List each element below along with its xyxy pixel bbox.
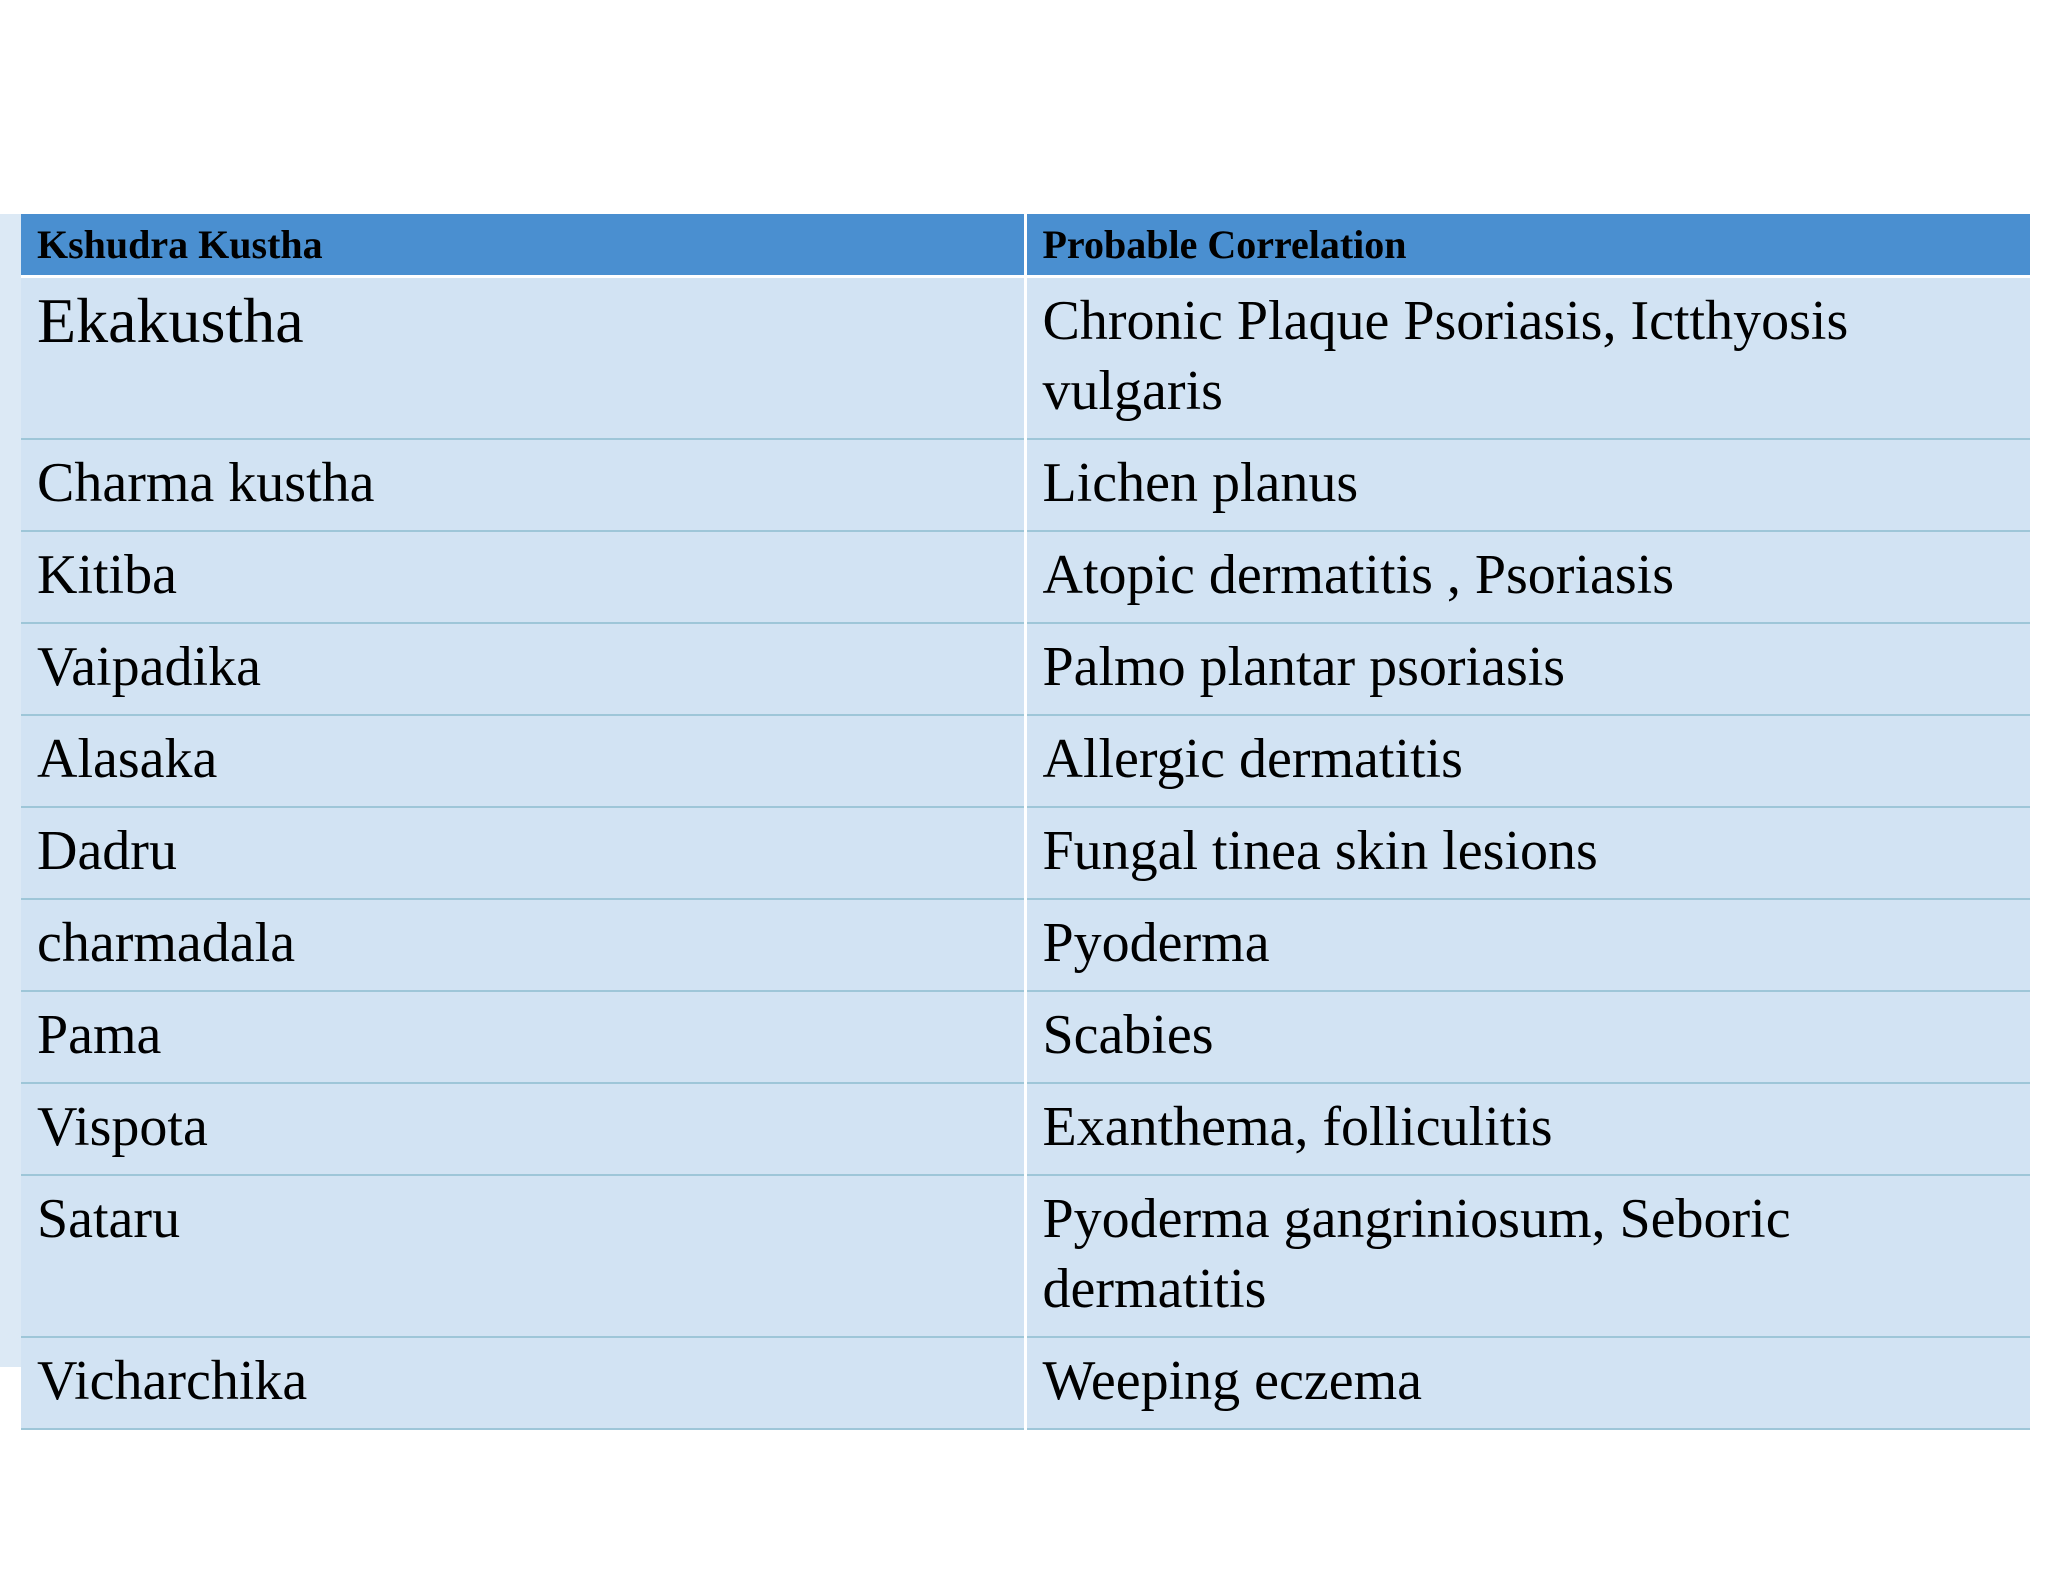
correlation-cell: Exanthema, folliculitis <box>1025 1083 2030 1175</box>
table-row <box>21 991 2030 1083</box>
correlation-cell: Weeping eczema <box>1025 1337 2030 1429</box>
correlation-cell: Pyoderma gangriniosum, Seboric dermatitis <box>1025 1175 2030 1337</box>
table-row <box>21 531 2030 623</box>
kustha-cell: Pama <box>21 991 1025 1083</box>
table-row <box>21 807 2030 899</box>
correlation-cell: Scabies <box>1025 991 2030 1083</box>
table-row <box>21 439 2030 531</box>
kustha-cell: Kitiba <box>21 531 1025 623</box>
table-container <box>0 214 2030 1412</box>
correlation-cell: Pyoderma <box>1025 899 2030 991</box>
correlation-cell: Atopic dermatitis , Psoriasis <box>1025 531 2030 623</box>
kustha-cell: Charma kustha <box>21 439 1025 531</box>
kustha-cell: Alasaka <box>21 715 1025 807</box>
kustha-cell: Vispota <box>21 1083 1025 1175</box>
kustha-cell: Ekakustha <box>21 276 1025 439</box>
kustha-cell: Sataru <box>21 1175 1025 1337</box>
kustha-cell: Dadru <box>21 807 1025 899</box>
correlation-cell: Allergic dermatitis <box>1025 715 2030 807</box>
table-header-row <box>21 214 2030 276</box>
correlation-cell: Chronic Plaque Psoriasis, Ictthyosis vulgaris <box>1025 276 2030 439</box>
table-row <box>21 1083 2030 1175</box>
table-row <box>21 276 2030 439</box>
correlation-table <box>21 214 2030 1430</box>
table-row <box>21 623 2030 715</box>
table-row <box>21 899 2030 991</box>
kustha-cell: charmadala <box>21 899 1025 991</box>
table-row <box>21 1337 2030 1429</box>
correlation-cell: Fungal tinea skin lesions <box>1025 807 2030 899</box>
correlation-cell: Palmo plantar psoriasis <box>1025 623 2030 715</box>
table-row <box>21 715 2030 807</box>
table-row <box>21 1175 2030 1337</box>
correlation-cell: Lichen planus <box>1025 439 2030 531</box>
kustha-cell: Vaipadika <box>21 623 1025 715</box>
column-header-probable-correlation: Probable Correlation <box>1025 214 2030 276</box>
kustha-cell: Vicharchika <box>21 1337 1025 1429</box>
column-header-kshudra-kustha: Kshudra Kustha <box>21 214 1025 276</box>
